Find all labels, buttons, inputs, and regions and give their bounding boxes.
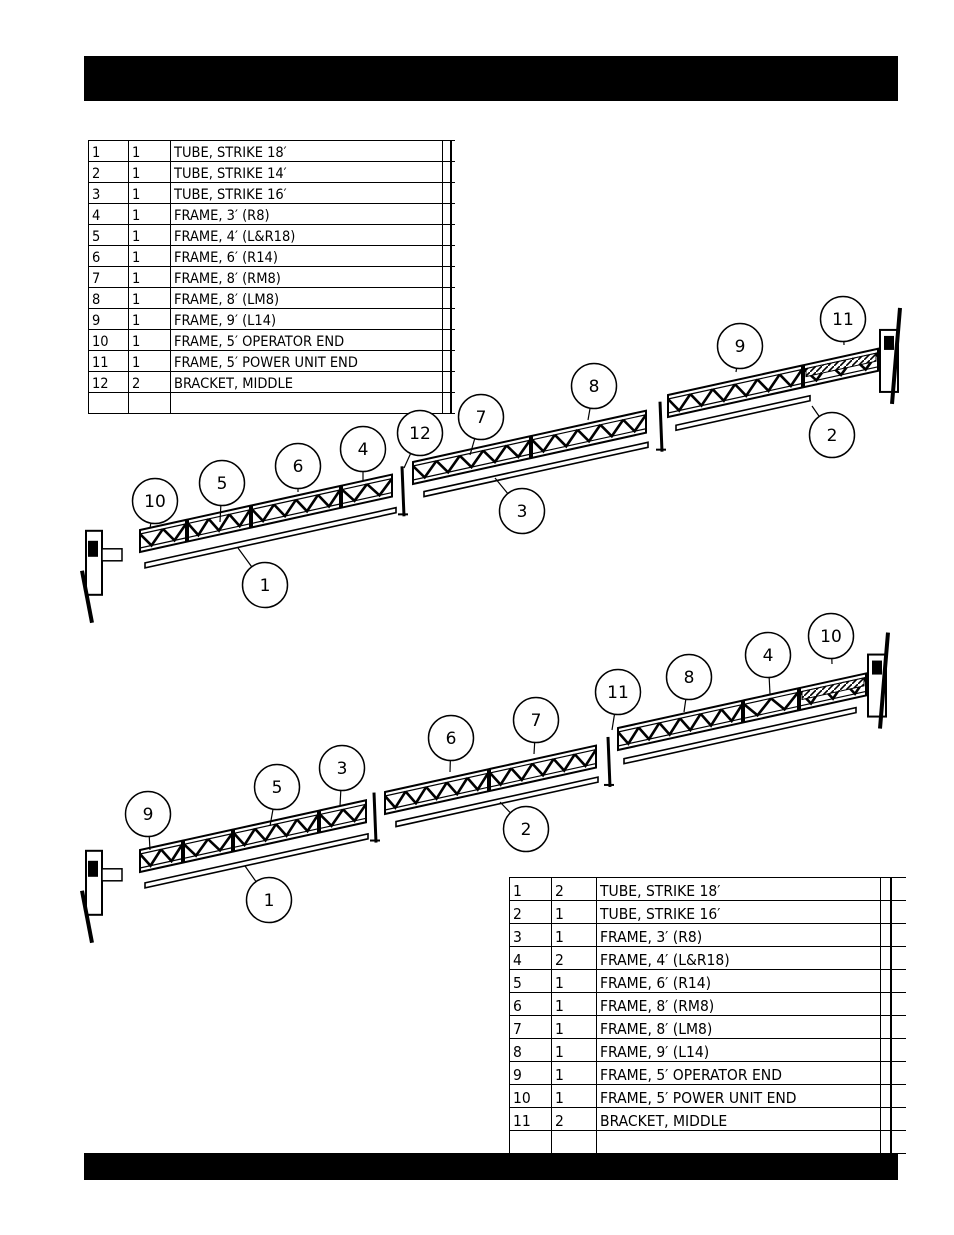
end-detail bbox=[872, 661, 882, 675]
description-cell: FRAME, 5′ OPERATOR END bbox=[597, 1062, 881, 1085]
quantity-cell: 2 bbox=[552, 1108, 597, 1131]
callout-number: 7 bbox=[530, 711, 542, 731]
item-number-cell: 5 bbox=[89, 225, 129, 246]
description-cell: FRAME, 9′ (L14) bbox=[597, 1039, 881, 1062]
callout-number: 4 bbox=[762, 646, 774, 666]
end-detail bbox=[884, 336, 894, 350]
assembly-view-b bbox=[82, 614, 888, 943]
description-cell: BRACKET, MIDDLE bbox=[171, 372, 443, 393]
callout-number: 8 bbox=[588, 377, 600, 397]
item-number-cell: 3 bbox=[89, 183, 129, 204]
middle-bracket bbox=[374, 793, 376, 843]
item-number-cell: 9 bbox=[89, 309, 129, 330]
callout-number: 3 bbox=[516, 502, 528, 522]
callout-number: 10 bbox=[820, 627, 842, 647]
callout-number: 3 bbox=[336, 759, 348, 779]
end-housing bbox=[86, 851, 102, 915]
quantity-cell: 1 bbox=[552, 970, 597, 993]
callout-number: 11 bbox=[607, 683, 629, 703]
callout-number: 5 bbox=[216, 474, 228, 494]
description-cell: FRAME, 8′ (LM8) bbox=[597, 1016, 881, 1039]
callout-number: 8 bbox=[683, 668, 695, 688]
item-number-cell: 10 bbox=[510, 1085, 552, 1108]
item-number-cell: 7 bbox=[89, 267, 129, 288]
callout-number: 6 bbox=[445, 729, 457, 749]
description-cell: FRAME, 3′ (R8) bbox=[171, 204, 443, 225]
item-number-cell: 1 bbox=[510, 878, 552, 901]
item-number-cell: 5 bbox=[510, 970, 552, 993]
item-number-cell: 2 bbox=[89, 162, 129, 183]
middle-bracket bbox=[608, 737, 610, 787]
callout-number: 2 bbox=[826, 426, 838, 446]
quantity-cell: 1 bbox=[129, 351, 171, 372]
callout-number: 1 bbox=[259, 576, 271, 596]
quantity-cell: 1 bbox=[129, 162, 171, 183]
callout-number: 5 bbox=[271, 778, 283, 798]
description-cell: FRAME, 8′ (RM8) bbox=[597, 993, 881, 1016]
item-number-cell: 12 bbox=[89, 372, 129, 393]
quantity-cell: 1 bbox=[129, 141, 171, 162]
description-cell: FRAME, 5′ POWER UNIT END bbox=[597, 1085, 881, 1108]
callout-number: 6 bbox=[292, 457, 304, 477]
item-number-cell: 4 bbox=[510, 947, 552, 970]
truss-frame bbox=[184, 830, 232, 863]
quantity-cell: 1 bbox=[552, 1062, 597, 1085]
quantity-cell: 1 bbox=[129, 225, 171, 246]
end-detail bbox=[102, 869, 122, 881]
quantity-cell: 1 bbox=[129, 204, 171, 225]
quantity-cell: 2 bbox=[129, 372, 171, 393]
description-cell: FRAME, 8′ (LM8) bbox=[171, 288, 443, 309]
item-number-cell: 2 bbox=[510, 901, 552, 924]
quantity-cell: 1 bbox=[552, 1016, 597, 1039]
description-cell: FRAME, 4′ (L&R18) bbox=[597, 947, 881, 970]
quantity-cell: 1 bbox=[129, 183, 171, 204]
item-number-cell: 6 bbox=[89, 246, 129, 267]
end-detail bbox=[88, 541, 98, 557]
truss-frame bbox=[342, 475, 392, 508]
item-number-cell: 10 bbox=[89, 330, 129, 351]
item-number-cell: 4 bbox=[89, 204, 129, 225]
end-housing bbox=[86, 531, 102, 595]
quantity-cell: 2 bbox=[552, 947, 597, 970]
end-detail bbox=[102, 549, 122, 561]
quantity-cell: 1 bbox=[129, 330, 171, 351]
item-number-cell: 11 bbox=[510, 1108, 552, 1131]
description-cell: FRAME, 9′ (L14) bbox=[171, 309, 443, 330]
truss-frame bbox=[668, 366, 802, 417]
description-cell: TUBE, STRIKE 18′ bbox=[171, 141, 443, 162]
callout-number: 12 bbox=[409, 424, 431, 444]
callout-number: 2 bbox=[520, 820, 532, 840]
quantity-cell: 1 bbox=[552, 993, 597, 1016]
description-cell: FRAME, 5′ OPERATOR END bbox=[171, 330, 443, 351]
assembly-view-a bbox=[82, 297, 900, 623]
callout-number: 11 bbox=[832, 310, 854, 330]
item-number-cell: 6 bbox=[510, 993, 552, 1016]
item-number-cell: 7 bbox=[510, 1016, 552, 1039]
description-cell: BRACKET, MIDDLE bbox=[597, 1108, 881, 1131]
callout-number: 9 bbox=[734, 337, 746, 357]
quantity-cell: 1 bbox=[552, 1085, 597, 1108]
description-cell: FRAME, 6′ (R14) bbox=[171, 246, 443, 267]
item-number-cell: 3 bbox=[510, 924, 552, 947]
description-cell: TUBE, STRIKE 14′ bbox=[171, 162, 443, 183]
quantity-cell: 1 bbox=[129, 288, 171, 309]
description-cell: TUBE, STRIKE 18′ bbox=[597, 878, 881, 901]
quantity-cell: 1 bbox=[552, 924, 597, 947]
quantity-cell: 1 bbox=[129, 309, 171, 330]
callout-number: 7 bbox=[475, 408, 487, 428]
callout-number: 9 bbox=[142, 805, 154, 825]
description-cell: TUBE, STRIKE 16′ bbox=[597, 901, 881, 924]
middle-bracket bbox=[660, 402, 662, 452]
item-number-cell: 8 bbox=[510, 1039, 552, 1062]
quantity-cell: 2 bbox=[552, 878, 597, 901]
description-cell: FRAME, 5′ POWER UNIT END bbox=[171, 351, 443, 372]
callout-number: 1 bbox=[263, 891, 275, 911]
quantity-cell: 1 bbox=[552, 1039, 597, 1062]
end-detail bbox=[88, 861, 98, 877]
description-cell: FRAME, 8′ (RM8) bbox=[171, 267, 443, 288]
description-cell: FRAME, 3′ (R8) bbox=[597, 924, 881, 947]
quantity-cell: 1 bbox=[129, 246, 171, 267]
callout-number: 10 bbox=[144, 492, 166, 512]
item-number-cell: 11 bbox=[89, 351, 129, 372]
description-cell: FRAME, 4′ (L&R18) bbox=[171, 225, 443, 246]
item-number-cell: 8 bbox=[89, 288, 129, 309]
quantity-cell: 1 bbox=[129, 267, 171, 288]
truss-frame bbox=[744, 688, 798, 722]
description-cell: TUBE, STRIKE 16′ bbox=[171, 183, 443, 204]
description-cell: FRAME, 6′ (R14) bbox=[597, 970, 881, 993]
quantity-cell: 1 bbox=[552, 901, 597, 924]
callout-number: 4 bbox=[357, 440, 369, 460]
item-number-cell: 9 bbox=[510, 1062, 552, 1085]
middle-bracket bbox=[402, 466, 404, 516]
item-number-cell: 1 bbox=[89, 141, 129, 162]
